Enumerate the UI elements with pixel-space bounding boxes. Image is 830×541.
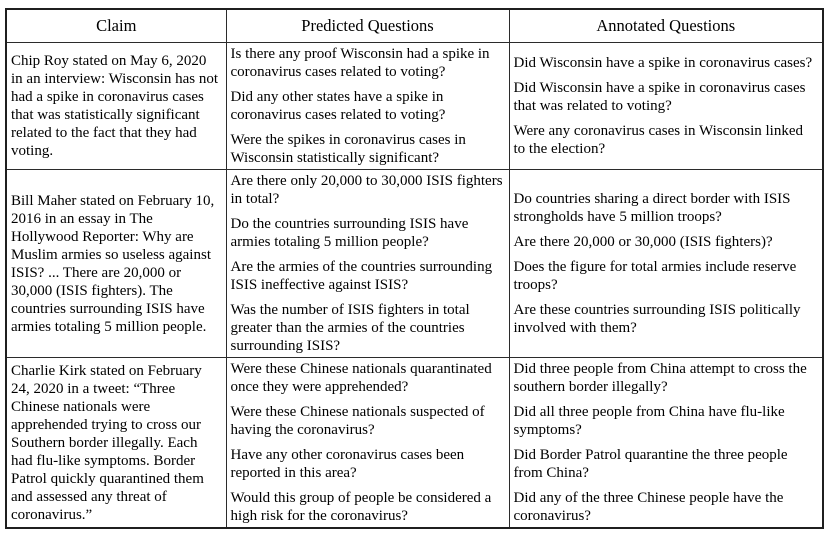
annotated-question: Does the figure for total armies include reserve troops? <box>513 259 797 293</box>
predicted-question: Is there any proof Wisconsin had a spike in coronavirus cases related to voting? <box>230 46 490 80</box>
claim-text: Bill Maher stated on February 10, 2016 in an essay in The Hollywood Reporter: Why are Muslim armies so useless against ISIS? ... There are 20,000 or 30,000 (ISIS fighters). The countries surrounding ISIS have armies totaling 5 million people. <box>11 192 215 335</box>
predicted-questions-cell <box>226 358 509 529</box>
claim-text: Charlie Kirk stated on February 24, 2020 in a tweet: “Three Chinese nationals were apprehended trying to cross our Southern border illegally. Each had flu-like symptoms. Border Patrol quickly quarantined them and assessed any threat of coronavirus.” <box>11 362 204 523</box>
claim-cell <box>6 358 226 529</box>
annotated-questions-cell <box>509 43 823 170</box>
claims-questions-table <box>5 8 824 529</box>
header-row <box>6 9 823 43</box>
header-claim: Claim <box>6 9 226 43</box>
table-row <box>6 170 823 358</box>
predicted-questions-cell <box>226 43 509 170</box>
annotated-question: Are these countries surrounding ISIS politically involved with them? <box>513 302 801 336</box>
predicted-question: Were the spikes in coronavirus cases in Wisconsin statistically significant? <box>230 132 466 166</box>
annotated-question: Did all three people from China have flu-like symptoms? <box>513 404 785 438</box>
predicted-question: Have any other coronavirus cases been reported in this area? <box>230 447 465 481</box>
annotated-question: Do countries sharing a direct border with ISIS strongholds have 5 million troops? <box>513 191 791 225</box>
predicted-questions-cell <box>226 170 509 358</box>
predicted-question: Would this group of people be considered a high risk for the coronavirus? <box>230 490 492 524</box>
claim-text: Chip Roy stated on May 6, 2020 in an interview: Wisconsin has not had a spike in coronavirus cases that was statistically significant related to the fact that they had voting. <box>11 53 219 159</box>
annotated-question: Did any of the three Chinese people have the coronavirus? <box>513 490 784 524</box>
predicted-question: Were these Chinese nationals quarantinated once they were apprehended? <box>230 361 492 395</box>
table-row <box>6 358 823 529</box>
predicted-question: Did any other states have a spike in coronavirus cases related to voting? <box>230 89 446 123</box>
predicted-question: Were these Chinese nationals suspected of having the coronavirus? <box>230 404 485 438</box>
predicted-question: Are there only 20,000 to 30,000 ISIS fighters in total? <box>230 173 503 207</box>
predicted-question: Was the number of ISIS fighters in total greater than the armies of the countries surrounding ISIS? <box>230 302 470 354</box>
annotated-questions-cell <box>509 170 823 358</box>
claim-cell <box>6 43 226 170</box>
annotated-questions-cell <box>509 358 823 529</box>
header-predicted-questions: Predicted Questions <box>226 9 509 43</box>
claim-cell <box>6 170 226 358</box>
claims-questions-table-container <box>5 8 824 529</box>
annotated-question: Were any coronavirus cases in Wisconsin linked to the election? <box>513 123 803 157</box>
annotated-question: Did Wisconsin have a spike in coronavirus cases? <box>513 55 813 71</box>
table-row <box>6 43 823 170</box>
annotated-question: Are there 20,000 or 30,000 (ISIS fighters)? <box>513 234 773 250</box>
annotated-question: Did Wisconsin have a spike in coronavirus cases that was related to voting? <box>513 80 806 114</box>
annotated-question: Did Border Patrol quarantine the three people from China? <box>513 447 788 481</box>
annotated-question: Did three people from China attempt to cross the southern border illegally? <box>513 361 807 395</box>
predicted-question: Do the countries surrounding ISIS have armies totaling 5 million people? <box>230 216 469 250</box>
header-annotated-questions: Annotated Questions <box>509 9 823 43</box>
predicted-question: Are the armies of the countries surrounding ISIS ineffective against ISIS? <box>230 259 493 293</box>
